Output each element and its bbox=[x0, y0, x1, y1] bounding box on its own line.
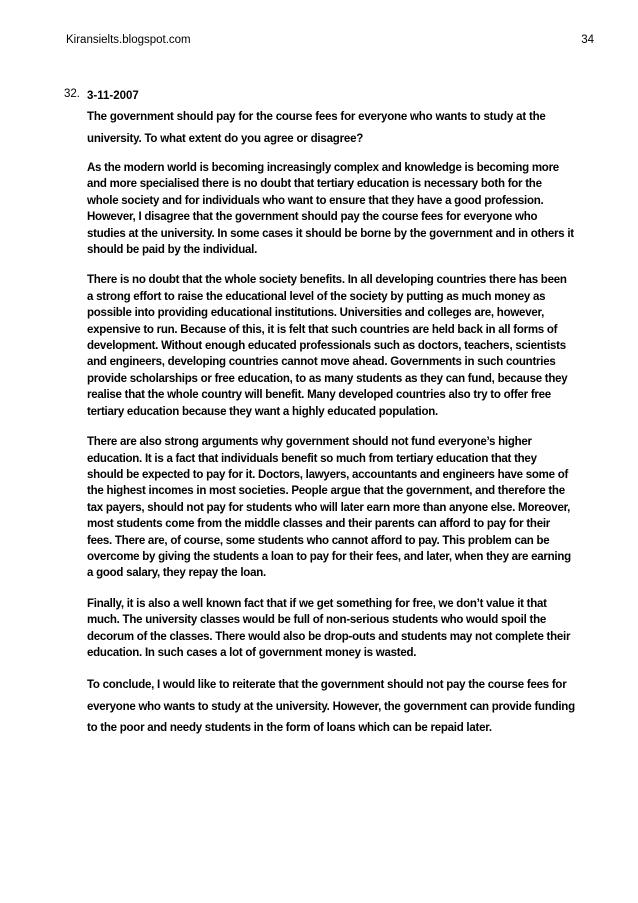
essay-paragraph-body-2: There are also strong arguments why government should not fund everyone’s higher education. It is a fact that individuals benefit so much from tertiary education that they should be expected to pay for it. Doctors, lawyers, accountants and engineers have some of the highest incomes in most societies. People argue that the government, and therefore the tax payers, should not pay for students who will later earn more than anyone else. Moreover, most students come from the middle classes and their parents can afford to pay for their fees. There are, of course, some students who cannot afford to pay. This problem can be overcome by giving the students a loan to pay for their fees, and later, when they are earning a good salary, they repay the loan. bbox=[87, 436, 571, 580]
entry-date: 3-11-2007 bbox=[87, 90, 139, 102]
page-number: 34 bbox=[581, 34, 594, 46]
essay-question: The government should pay for the course fees for everyone who wants to study at the university. To what extent do you agree or disagree? bbox=[87, 111, 546, 145]
essay-paragraph-body-3: Finally, it is also a well known fact that if we get something for free, we don’t value it that much. The university classes would be full of non-serious students who would spoil the decorum of the classes. There would also be drop-outs and students may not complete their education. In such cases a lot of government money is wasted. bbox=[87, 597, 571, 659]
site-name: Kiransielts.blogspot.com bbox=[66, 34, 191, 46]
page-header bbox=[66, 34, 594, 52]
essay-entry bbox=[64, 88, 575, 754]
essay-paragraph-intro: As the modern world is becoming increasingly complex and knowledge is becoming more and more specialised there is no doubt that tertiary education is necessary both for the whole society and for individuals who want to ensure that they have a good profession. However, I disagree that the government should pay the course fees for everyone who studies at the university. In some cases it should be borne by the government and in others it should be paid by the individual. bbox=[87, 162, 574, 257]
entry-number: 32. bbox=[64, 88, 80, 100]
essay-paragraph-body-1: There is no doubt that the whole society benefits. In all developing countries there has been a strong effort to raise the educational level of the society by putting as much money as possible into providing educational institutions. Universities and colleges are, however, expensive to run. Because of this, it is felt that such countries are held back in all forms of development. Without enough educated professionals such as doctors, teachers, scientists and engineers, developing countries cannot move ahead. Governments in such countries provide scholarships or free education, to as many students as they can fund, because they realise that the whole country will benefit. Many developed countries also try to offer free tertiary education because they want a highly educated population. bbox=[87, 274, 568, 418]
essay-paragraph-conclusion: To conclude, I would like to reiterate that the government should not pay the course fees for everyone who wants to study at the university. However, the government can provide funding to the poor and needy students in the form of loans which can be repaid later. bbox=[87, 679, 575, 735]
